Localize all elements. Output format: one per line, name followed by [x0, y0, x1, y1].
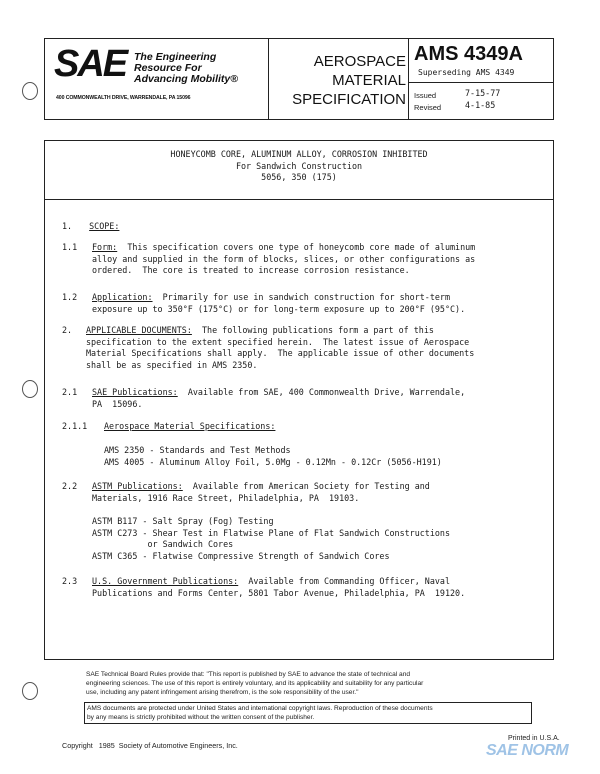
revised-label: Revised: [414, 103, 442, 112]
sae-norm-watermark: [486, 742, 568, 760]
copyright: Copyright 1985 Society of Automotive Engineers, Inc.: [62, 741, 238, 750]
header-divider-2: [408, 38, 409, 119]
section-2-line-1: The following publications form a part of this: [201, 325, 434, 335]
section-1-1-line-2: alloy and supplied in the form of blocks, slices, or other configurations as: [92, 253, 476, 264]
section-2-heading: APPLICABLE DOCUMENTS:: [86, 325, 192, 335]
section-2-2-heading: ASTM Publications:: [92, 481, 183, 491]
sae-address: 400 COMMONWEALTH DRIVE, WARRENDALE, PA 15096: [56, 95, 191, 101]
header-divider-1: [268, 38, 269, 119]
header-divider-3: [408, 82, 553, 83]
issued-date: 7-15-77: [465, 88, 501, 98]
spec-type: [270, 52, 406, 109]
section-2-3: [92, 576, 465, 599]
copyright-notice-line-2: by any means is strictly prohibited without the written consent of the publisher.: [87, 714, 315, 721]
printed-in: Printed in U.S.A.: [508, 735, 560, 742]
issued-label: Issued: [414, 91, 437, 100]
section-2-2-line-2: Materials, 1916 Race Street, Philadelphia, PA 19103.: [92, 492, 360, 503]
section-1-1-line-3: ordered. The core is treated to increase corrosion resistance.: [92, 265, 410, 275]
section-2-1: [92, 387, 465, 410]
section-1-2-line-1: Primarily for use in sandwich construction for short-term: [162, 292, 451, 302]
section-1: [62, 221, 119, 233]
section-1-1: [92, 242, 475, 277]
section-2-2-number: 2.2: [62, 481, 78, 491]
doc-title-line-3: 5056, 350 (175): [261, 172, 337, 182]
section-2-3-line-1: Available from Commanding Officer, Naval: [248, 576, 451, 586]
section-1-2-line-2: exposure up to 350°F (175°C) or for long-term exposure up to 200°F (95°C).: [92, 303, 466, 314]
section-2-2-line-1: Available from American Society for Testing and: [192, 481, 430, 491]
sae-logo-text: SAE: [54, 43, 127, 85]
section-2-line-2: specification to the extent specified herein. The latest issue of Aerospace: [86, 336, 470, 347]
punch-hole-middle: [22, 380, 38, 398]
punch-hole-bottom: [22, 682, 38, 700]
section-2-line-4: shall be as specified in AMS 2350.: [86, 359, 258, 370]
section-2: [86, 325, 474, 371]
board-rules-line-2: engineering sciences. The use of this report is entirely voluntary, and its applicability and suitability for any particular: [86, 680, 424, 687]
doc-title-line-1: HONEYCOMB CORE, ALUMINUM ALLOY, CORROSION INHIBITED: [170, 149, 428, 159]
section-1-1-number: 1.1: [62, 242, 78, 252]
spec-type-line-1: AEROSPACE: [313, 53, 406, 70]
section-2-1-1-list: [104, 445, 442, 468]
doc-title-line-2: For Sandwich Construction: [235, 160, 363, 171]
section-2-3-line-2: Publications and Forms Center, 5801 Tabor Avenue, Philadelphia, PA 19120.: [92, 587, 466, 598]
spec-type-line-2: MATERIAL: [332, 72, 406, 89]
board-rules-line-3: use, including any patent infringement arising therefrom, is the sole responsibility of the user.": [86, 689, 359, 696]
revised-date: 4-1-85: [465, 100, 496, 110]
ams-number: AMS 4349A: [414, 43, 523, 65]
superseding: Superseding AMS 4349: [418, 68, 515, 77]
board-rules: [86, 670, 423, 697]
sae-logo: [54, 44, 126, 84]
tagline: [134, 52, 238, 85]
section-2-3-number: 2.3: [62, 576, 78, 586]
section-1-heading: SCOPE:: [89, 221, 120, 231]
punch-hole-top: [22, 82, 38, 100]
section-2-3-heading: U.S. Government Publications:: [92, 576, 239, 586]
section-2-number: 2.: [62, 325, 73, 335]
section-1-number: 1.: [62, 221, 73, 231]
sae-norm-watermark-text: SAE NORM: [486, 742, 569, 759]
section-2-1-1-number: 2.1.1: [62, 421, 88, 431]
section-1-2-heading: Application:: [92, 292, 153, 302]
tagline-line-2: Resource For: [134, 62, 202, 74]
section-2-2-item-2: ASTM C273 - Shear Test in Flatwise Plane of Flat Sandwich Constructions: [92, 527, 450, 538]
tagline-line-3: Advancing Mobility®: [134, 73, 238, 85]
doc-title: [46, 149, 552, 184]
section-2-2-item-4: ASTM C365 - Flatwise Compressive Strength of Sandwich Cores: [92, 550, 390, 561]
section-2-2-list: [92, 516, 450, 562]
spec-type-line-3: SPECIFICATION: [292, 91, 406, 108]
section-2-1-number: 2.1: [62, 387, 78, 397]
board-rules-line-1: SAE Technical Board Rules provide that: "This report is published by SAE to advance the state of technical and: [86, 671, 411, 678]
section-2-1-heading: SAE Publications:: [92, 387, 178, 397]
tagline-line-1: The Engineering: [134, 51, 217, 63]
section-2-1-1-item-1: AMS 2350 - Standards and Test Methods: [104, 445, 291, 455]
copyright-notice-box: [84, 702, 532, 724]
section-1-2: [92, 292, 465, 315]
section-2-2: [92, 481, 430, 504]
section-2-line-3: Material Specifications shall apply. The applicable issue of other documents: [86, 348, 475, 358]
section-2-2-item-3: or Sandwich Cores: [92, 539, 234, 549]
copyright-notice-line-1: AMS documents are protected under United States and international copyright laws. Reproduction of these documents: [87, 705, 433, 712]
section-2-1-line-2: PA 15096.: [92, 398, 143, 409]
section-1-1-line-1: This specification covers one type of honeycomb core made of aluminum: [127, 242, 476, 252]
section-2-1-1-item-2: AMS 4005 - Aluminum Alloy Foil, 5.0Mg - 0.12Mn - 0.12Cr (5056-H191): [104, 456, 442, 467]
section-2-2-item-1: ASTM B117 - Salt Spray (Fog) Testing: [92, 516, 274, 526]
section-2-1-line-1: Available from SAE, 400 Commonwealth Drive, Warrendale,: [187, 387, 466, 397]
section-2-1-1-heading: Aerospace Material Specifications:: [104, 421, 276, 431]
section-1-1-heading: Form:: [92, 242, 118, 252]
title-divider: [44, 199, 554, 200]
section-1-2-number: 1.2: [62, 292, 78, 302]
